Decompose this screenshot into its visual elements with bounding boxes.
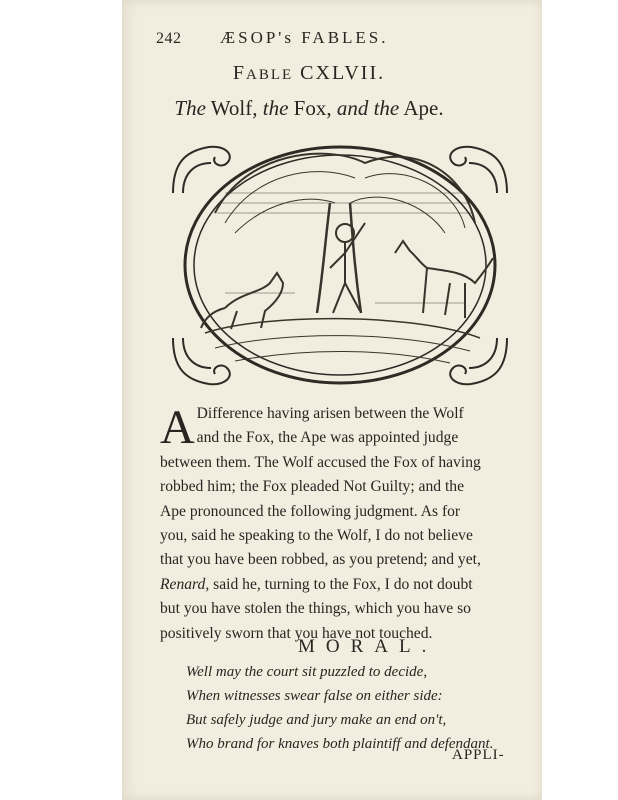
fable-title-part: Ape. [399,96,444,120]
verse-line: But safely judge and jury make an end on't, [186,712,447,728]
catchword: APPLI- [452,747,505,763]
body-italic-name: Renard, [160,575,210,593]
body-line: but you have stolen the things, which you have so [160,600,471,618]
body-line: positively sworn that you have not touched. [160,624,433,642]
body-line: Ape pronounced the following judgment. As for [160,502,461,520]
verse-line: When witnesses swear false on either side: [186,688,443,704]
body-line: between them. The Wolf accused the Fox of having [160,453,481,471]
verse-line: Who brand for knaves both plaintiff and defendant. [186,736,494,752]
moral-verse [186,660,493,756]
fable-number-small-caps: ABLE [246,67,294,83]
drop-cap: A [160,401,195,454]
fable-title-part: Fox, [288,96,337,120]
fable-number-first-letter: F [232,62,246,84]
body-line: you, said he speaking to the Wolf, I do not believe [160,527,473,545]
moral-heading: MORAL. [298,636,438,657]
fable-title-part: Wolf, [205,96,263,120]
running-head: ÆSOP's FABLES. [220,28,389,47]
fable-title-part: and the [336,96,400,120]
fable-number [0,62,618,85]
fable-title [0,96,618,121]
body-line: and the Fox, the Ape was appointed judge [196,429,459,447]
fable-number-numeral: CXLVII. [300,62,386,84]
body-line: Difference having arisen between the Wolf [196,405,464,422]
fable-body-text [160,402,540,646]
fable-title-part: The [174,96,206,120]
page-number: 242 [156,30,182,47]
body-line: that you have been robbed, as you pretend; and yet, [160,551,481,569]
verse-line: Well may the court sit puzzled to decide, [186,664,428,680]
fable-woodcut-illustration [165,133,515,398]
body-line-rest: said he, turning to the Fox, I do not doubt [209,575,473,593]
fable-title-part: the [262,96,289,120]
body-line [160,573,540,597]
body-line: robbed him; the Fox pleaded Not Guilty; and the [160,478,465,496]
